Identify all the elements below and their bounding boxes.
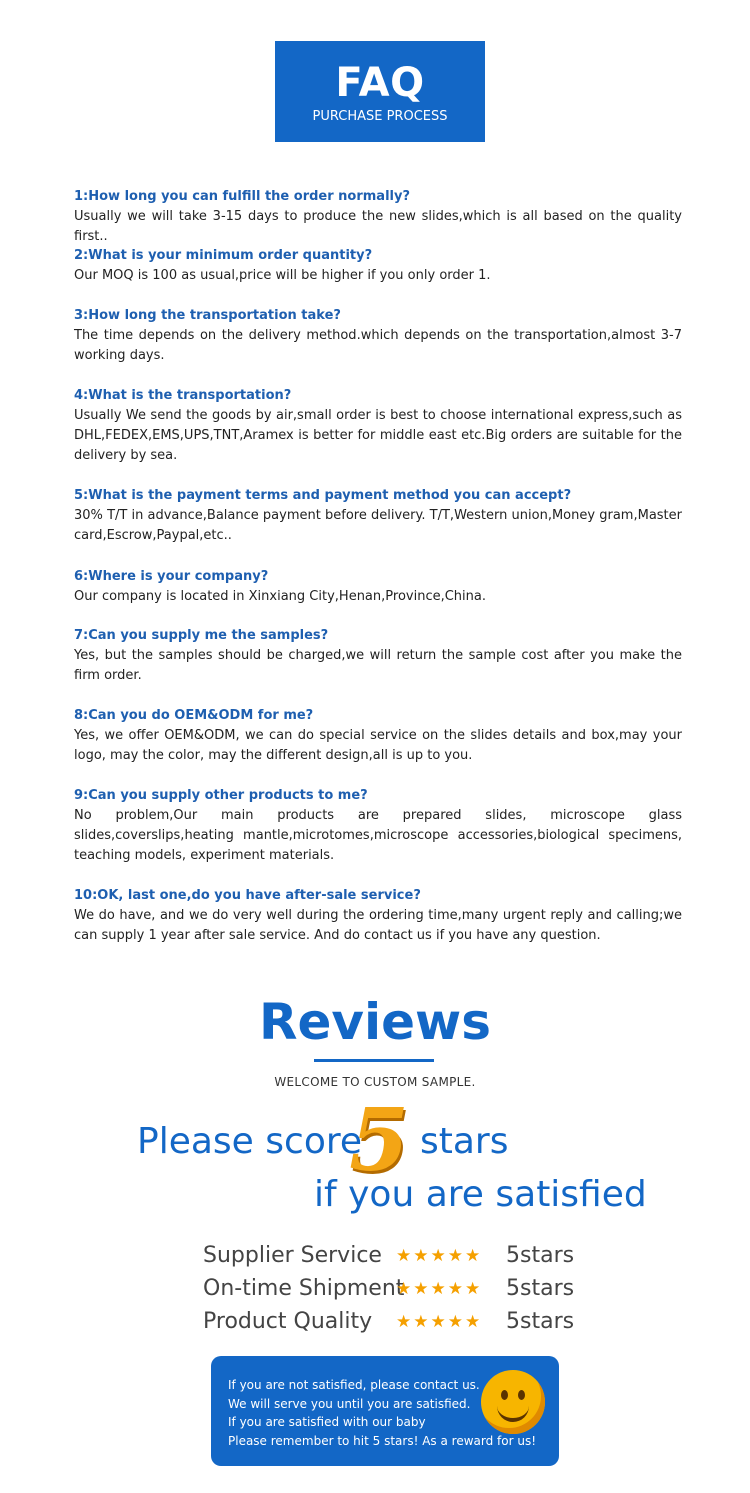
faq-subtitle: PURCHASE PROCESS <box>312 109 448 124</box>
faq-answer: Yes, but the samples should be charged,we will return the sample cost after you make the firm order. <box>74 648 682 683</box>
smiley-face-icon <box>481 1370 545 1434</box>
faq-answer: Yes, we offer OEM&ODM, we can do special service on the slides details and box,may your logo, may the color, may the different design,all is up to you. <box>74 728 682 763</box>
faq-question: 8:Can you do OEM&ODM for me? <box>74 708 314 723</box>
if-satisfied-text: if you are satisfied <box>314 1174 647 1215</box>
smiley-mouth <box>497 1400 529 1422</box>
notice-line: Please remember to hit 5 stars! As a reward for us! <box>228 1433 537 1448</box>
faq-item <box>74 187 682 247</box>
faq-item <box>74 486 682 546</box>
faq-question: 10:OK, last one,do you have after-sale service? <box>74 888 421 903</box>
faq-item <box>74 567 682 607</box>
reviews-divider <box>314 1059 434 1062</box>
rating-row-product-quality <box>203 1306 583 1338</box>
faq-item <box>74 786 682 866</box>
faq-question: 5:What is the payment terms and payment method you can accept? <box>74 488 572 503</box>
rating-value: 5stars <box>506 1243 575 1268</box>
notice-line: We will serve you until you are satisfied. <box>228 1396 471 1411</box>
faq-question: 6:Where is your company? <box>74 569 269 584</box>
rating-row-supplier-service <box>203 1240 583 1272</box>
star-rating-icon: ★★★★★ <box>396 1279 483 1299</box>
star-rating-icon: ★★★★★ <box>396 1246 483 1266</box>
faq-question: 7:Can you supply me the samples? <box>74 628 329 643</box>
faq-answer: No problem,Our main products are prepared slides, microscope glass slides,coverslips,heating mantle,microtomes,microscope accessories,biological specimens, teaching models, experiment materials. <box>74 808 682 863</box>
faq-answer: Our company is located in Xinxiang City,Henan,Province,China. <box>74 589 486 604</box>
faq-question: 2:What is your minimum order quantity? <box>74 248 373 263</box>
faq-banner <box>275 41 485 142</box>
satisfaction-notice <box>211 1356 559 1466</box>
stars-word: stars <box>420 1121 509 1162</box>
rating-row-on-time-shipment <box>203 1273 583 1305</box>
faq-answer: Usually We send the goods by air,small order is best to choose international express,such as DHL,FEDEX,EMS,UPS,TNT,Aramex is better for middle east etc.Big orders are suitable for the delivery by sea. <box>74 408 682 463</box>
rating-value: 5stars <box>506 1276 575 1301</box>
faq-item <box>74 386 682 466</box>
rating-label: On-time Shipment <box>203 1276 405 1301</box>
please-score-text: Please score <box>137 1121 362 1162</box>
reviews-subtitle: WELCOME TO CUSTOM SAMPLE. <box>274 1075 476 1089</box>
faq-item <box>74 706 682 766</box>
big-five-graphic: 5 <box>349 1090 409 1191</box>
faq-question: 9:Can you supply other products to me? <box>74 788 368 803</box>
notice-line: If you are not satisfied, please contact us. <box>228 1378 480 1392</box>
rating-label: Product Quality <box>203 1309 373 1334</box>
faq-question: 1:How long you can fulfill the order normally? <box>74 189 411 204</box>
star-rating-icon: ★★★★★ <box>396 1312 483 1332</box>
faq-question: 4:What is the transportation? <box>74 388 292 403</box>
faq-item <box>74 306 682 366</box>
faq-answer: 30% T/T in advance,Balance payment before delivery. T/T,Western union,Money gram,Master card,Escrow,Paypal,etc.. <box>74 508 682 543</box>
faq-answer: Usually we will take 3-15 days to produce the new slides,which is all based on the quality first.. <box>74 209 682 244</box>
faq-answer: Our MOQ is 100 as usual,price will be higher if you only order 1. <box>74 268 491 283</box>
rating-value: 5stars <box>506 1309 575 1334</box>
notice-line: If you are satisfied with our baby <box>228 1415 426 1429</box>
faq-answer: We do have, and we do very well during the ordering time,many urgent reply and calling;we can supply 1 year after sale service. And do contact us if you have any question. <box>74 908 682 943</box>
smiley-eye <box>501 1390 508 1400</box>
smiley-eye <box>518 1390 525 1400</box>
faq-title: FAQ <box>335 60 425 106</box>
rating-label: Supplier Service <box>203 1243 382 1268</box>
faq-item <box>74 246 682 286</box>
reviews-title: Reviews <box>258 993 491 1051</box>
faq-answer: The time depends on the delivery method.which depends on the transportation,almost 3-7 working days. <box>74 328 682 363</box>
faq-item <box>74 626 682 686</box>
faq-question: 3:How long the transportation take? <box>74 308 341 323</box>
faq-item <box>74 886 682 946</box>
